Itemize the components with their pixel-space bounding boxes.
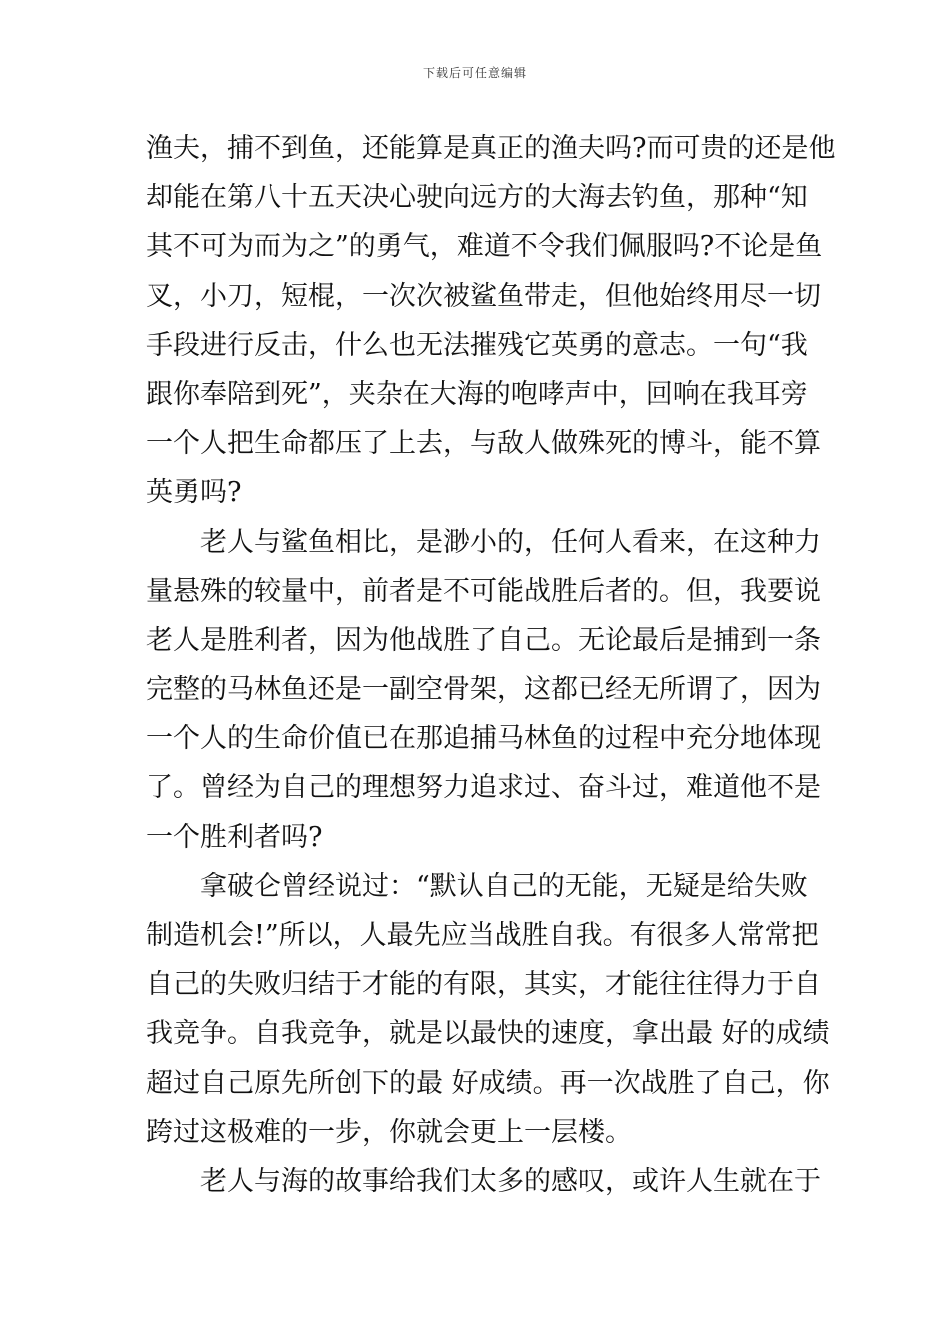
text-line: 一个人把生命都压了上去，与敌人做殊死的博斗，能不算 (146, 428, 821, 460)
text-line: 跟你奉陪到死”，夹杂在大海的咆哮声中，回响在我耳旁 (146, 378, 808, 410)
text-line: 拿破仑曾经说过：“默认自己的无能，无疑是给失败 (146, 870, 808, 902)
text-line: 老人与海的故事给我们太多的感叹，或许人生就在于 (146, 1165, 821, 1197)
text-line: 却能在第八十五天决心驶向远方的大海去钓鱼，那种“知 (146, 182, 808, 214)
body-text (146, 124, 836, 1206)
text-line: 量悬殊的较量中，前者是不可能战胜后者的。但，我要说 (146, 575, 821, 607)
text-line: 超过自己原先所创下的最 好成绩。再一次战胜了自己，你 (146, 1067, 830, 1099)
page-header: 下载后可任意编辑 (422, 66, 527, 80)
text-line: 自己的失败归结于才能的有限，其实，才能往往得力于自 (146, 969, 821, 1001)
text-line: 老人是胜利者，因为他战胜了自己。无论最后是捕到一条 (146, 624, 821, 656)
text-line: 渔夫，捕不到鱼，还能算是真正的渔夫吗?而可贵的还是他 (146, 133, 836, 164)
text-line: 叉，小刀，短棍，一次次被鲨鱼带走，但他始终用尽一切 (146, 280, 821, 312)
text-line: 老人与鲨鱼相比，是渺小的，任何人看来，在这种力 (146, 526, 821, 558)
text-line: 一个人的生命价值已在那追捕马林鱼的过程中充分地体现 (146, 723, 821, 755)
text-line: 跨过这极难的一步，你就会更上一层楼。 (146, 1116, 632, 1148)
text-line: 制造机会!”所以，人最先应当战胜自我。有很多人常常把 (146, 920, 819, 951)
text-line: 一个胜利者吗? (146, 821, 323, 853)
text-line: 完整的马林鱼还是一副空骨架，这都已经无所谓了，因为 (146, 674, 821, 706)
text-line: 我竞争。自我竞争，就是以最快的速度，拿出最 好的成绩 (146, 1018, 830, 1050)
text-line: 英勇吗? (146, 477, 242, 509)
text-line: 手段进行反击，什么也无法摧残它英勇的意志。一句“我 (146, 329, 808, 361)
text-line: 了。曾经为自己的理想努力追求过、奋斗过，难道他不是 (146, 772, 821, 804)
text-line: 其不可为而为之”的勇气，难道不令我们佩服吗?不论是鱼 (146, 231, 823, 263)
